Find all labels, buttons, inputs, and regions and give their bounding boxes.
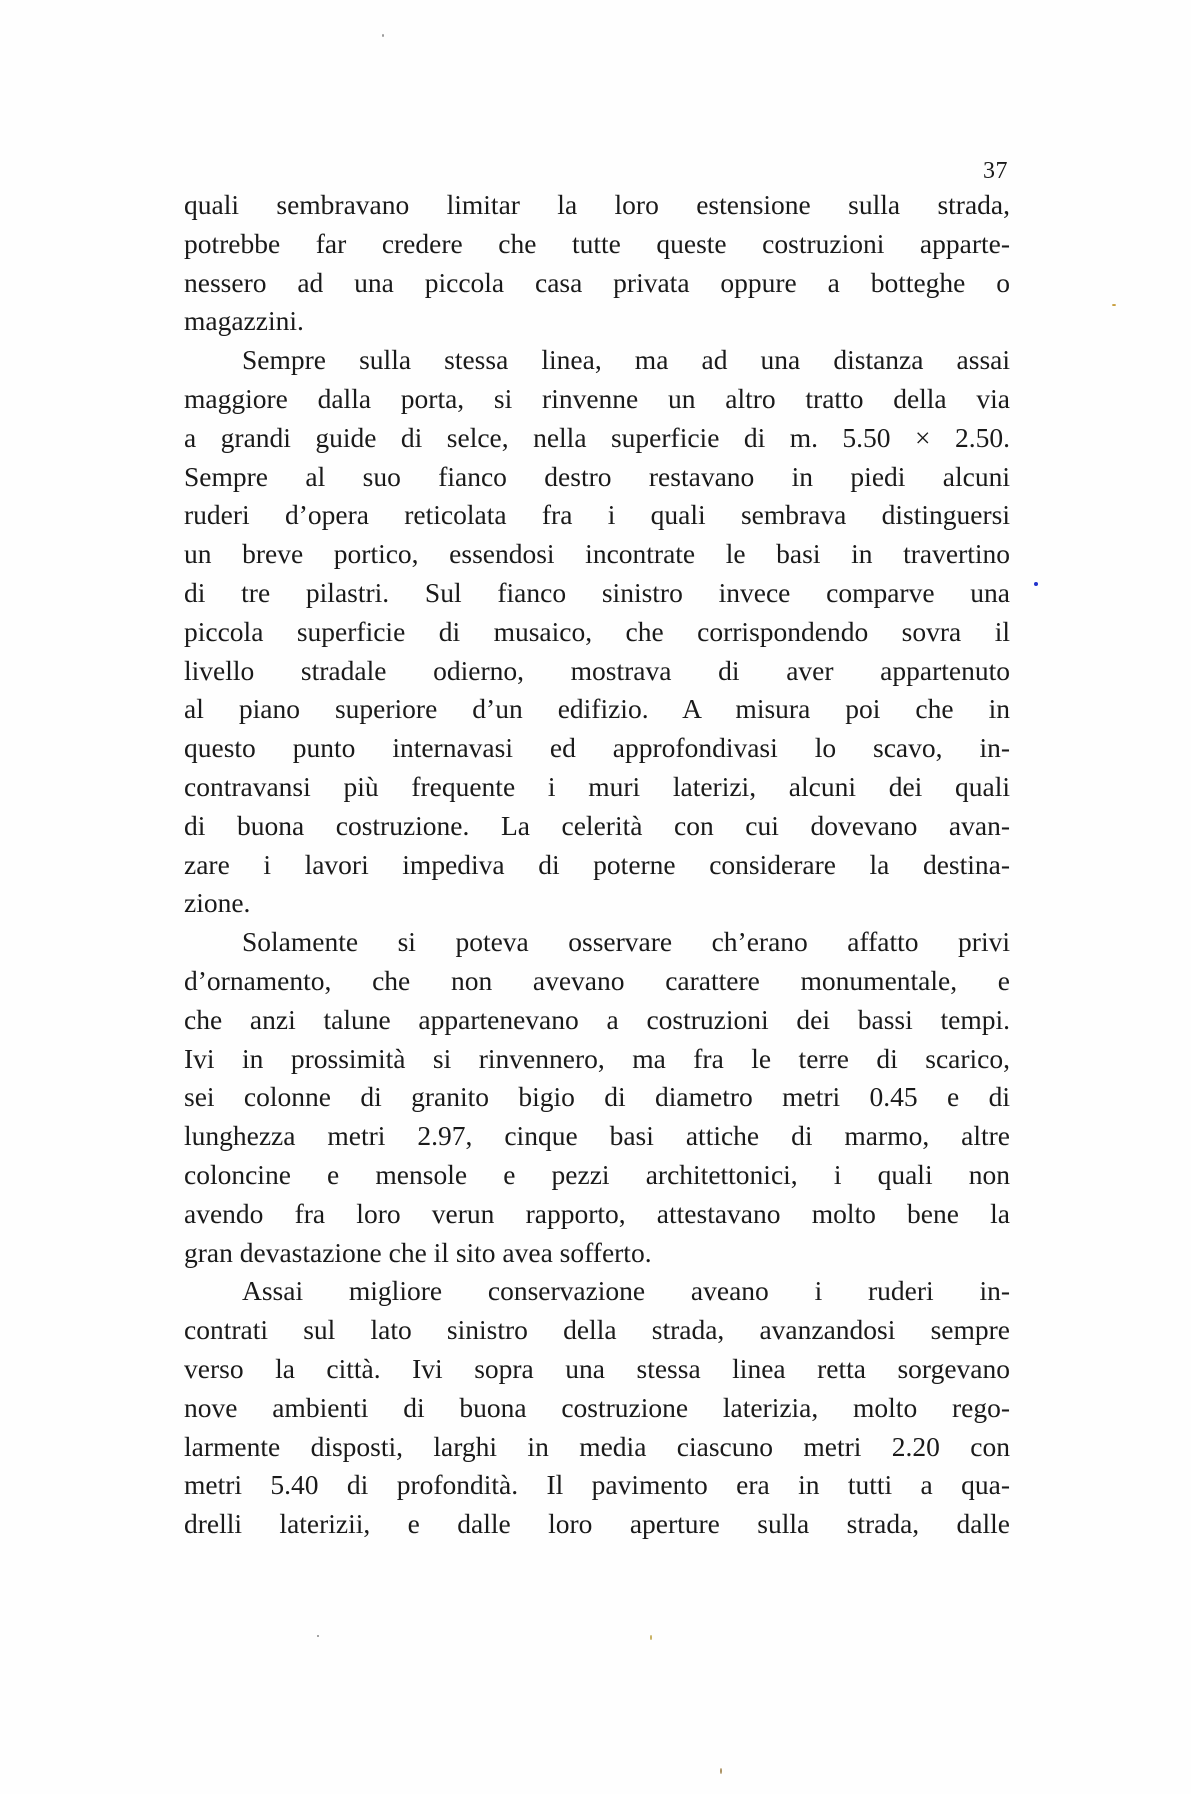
text-line: avendo fra loro verun rapporto, attestavano molto bene la: [184, 1197, 1010, 1229]
text-line: gran devastazione che il sito avea sofferto.: [184, 1236, 652, 1268]
body-text: [184, 186, 1010, 1544]
text-line: livello stradale odierno, mostrava di aver appartenuto: [184, 654, 1010, 686]
text-line: di buona costruzione. La celerità con cui dovevano avan-: [184, 809, 1010, 841]
scan-speck: [1034, 582, 1038, 586]
text-line: nove ambienti di buona costruzione laterizia, molto rego-: [184, 1391, 1010, 1423]
text-line: un breve portico, essendosi incontrate le basi in travertino: [184, 538, 1010, 570]
text-line: a grandi guide di selce, nella superficie di m. 5.50 × 2.50.: [184, 421, 1010, 453]
text-line: potrebbe far credere che tutte queste costruzioni apparte-: [184, 227, 1010, 259]
text-line: zione.: [184, 887, 251, 919]
text-line: contrati sul lato sinistro della strada, avanzandosi sempre: [184, 1314, 1010, 1346]
text-line: sei colonne di granito bigio di diametro metri 0.45 e di: [184, 1081, 1010, 1113]
text-line: Sempre sulla stessa linea, ma ad una distanza assai: [242, 344, 1010, 376]
text-line: nessero ad una piccola casa privata oppure a botteghe o: [184, 266, 1010, 298]
text-line: Ivi in prossimità si rinvennero, ma fra le terre di scarico,: [184, 1042, 1010, 1074]
text-line: al piano superiore d’un edifizio. A misura poi che in: [184, 693, 1010, 725]
text-line: quali sembravano limitar la loro estensione sulla strada,: [184, 189, 1010, 220]
text-line: ruderi d’opera reticolata fra i quali sembrava distinguersi: [184, 499, 1010, 531]
text-line: contravansi più frequente i muri laterizi, alcuni dei quali: [184, 770, 1010, 802]
text-line: di tre pilastri. Sul fianco sinistro invece comparve una: [184, 576, 1010, 608]
scan-speck: [382, 34, 384, 37]
text-line: che anzi talune appartenevano a costruzioni dei bassi tempi.: [184, 1003, 1010, 1035]
text-line: Solamente si poteva osservare ch’erano affatto privi: [242, 926, 1010, 958]
text-line: piccola superficie di musaico, che corrispondendo sovra il: [184, 615, 1010, 647]
text-line: Assai migliore conservazione aveano i ruderi in-: [242, 1275, 1010, 1307]
text-line: Sempre al suo fianco destro restavano in piedi alcuni: [184, 460, 1010, 492]
text-line: d’ornamento, che non avevano carattere monumentale, e: [184, 964, 1010, 996]
scan-speck: [720, 1768, 722, 1774]
text-line: maggiore dalla porta, si rinvenne un altro tratto della via: [184, 382, 1010, 414]
scan-speck: [650, 1635, 652, 1640]
text-line: magazzini.: [184, 305, 304, 337]
text-line: questo punto internavasi ed approfondivasi lo scavo, in-: [184, 732, 1010, 764]
text-line: metri 5.40 di profondità. Il pavimento era in tutti a qua-: [184, 1469, 1010, 1501]
text-line: drelli laterizii, e dalle loro aperture sulla strada, dalle: [184, 1508, 1010, 1540]
text-line: coloncine e mensole e pezzi architettonici, i quali non: [184, 1158, 1010, 1190]
text-line: lunghezza metri 2.97, cinque basi attiche di marmo, altre: [184, 1120, 1010, 1152]
text-line: verso la città. Ivi sopra una stessa linea retta sorgevano: [184, 1352, 1010, 1384]
scan-speck: [317, 1635, 319, 1637]
page-number: 37: [983, 158, 1008, 184]
text-line: larmente disposti, larghi in media ciascuno metri 2.20 con: [184, 1430, 1010, 1462]
scan-speck: [1112, 304, 1116, 306]
text-line: zare i lavori impediva di poterne considerare la destina-: [184, 848, 1010, 880]
